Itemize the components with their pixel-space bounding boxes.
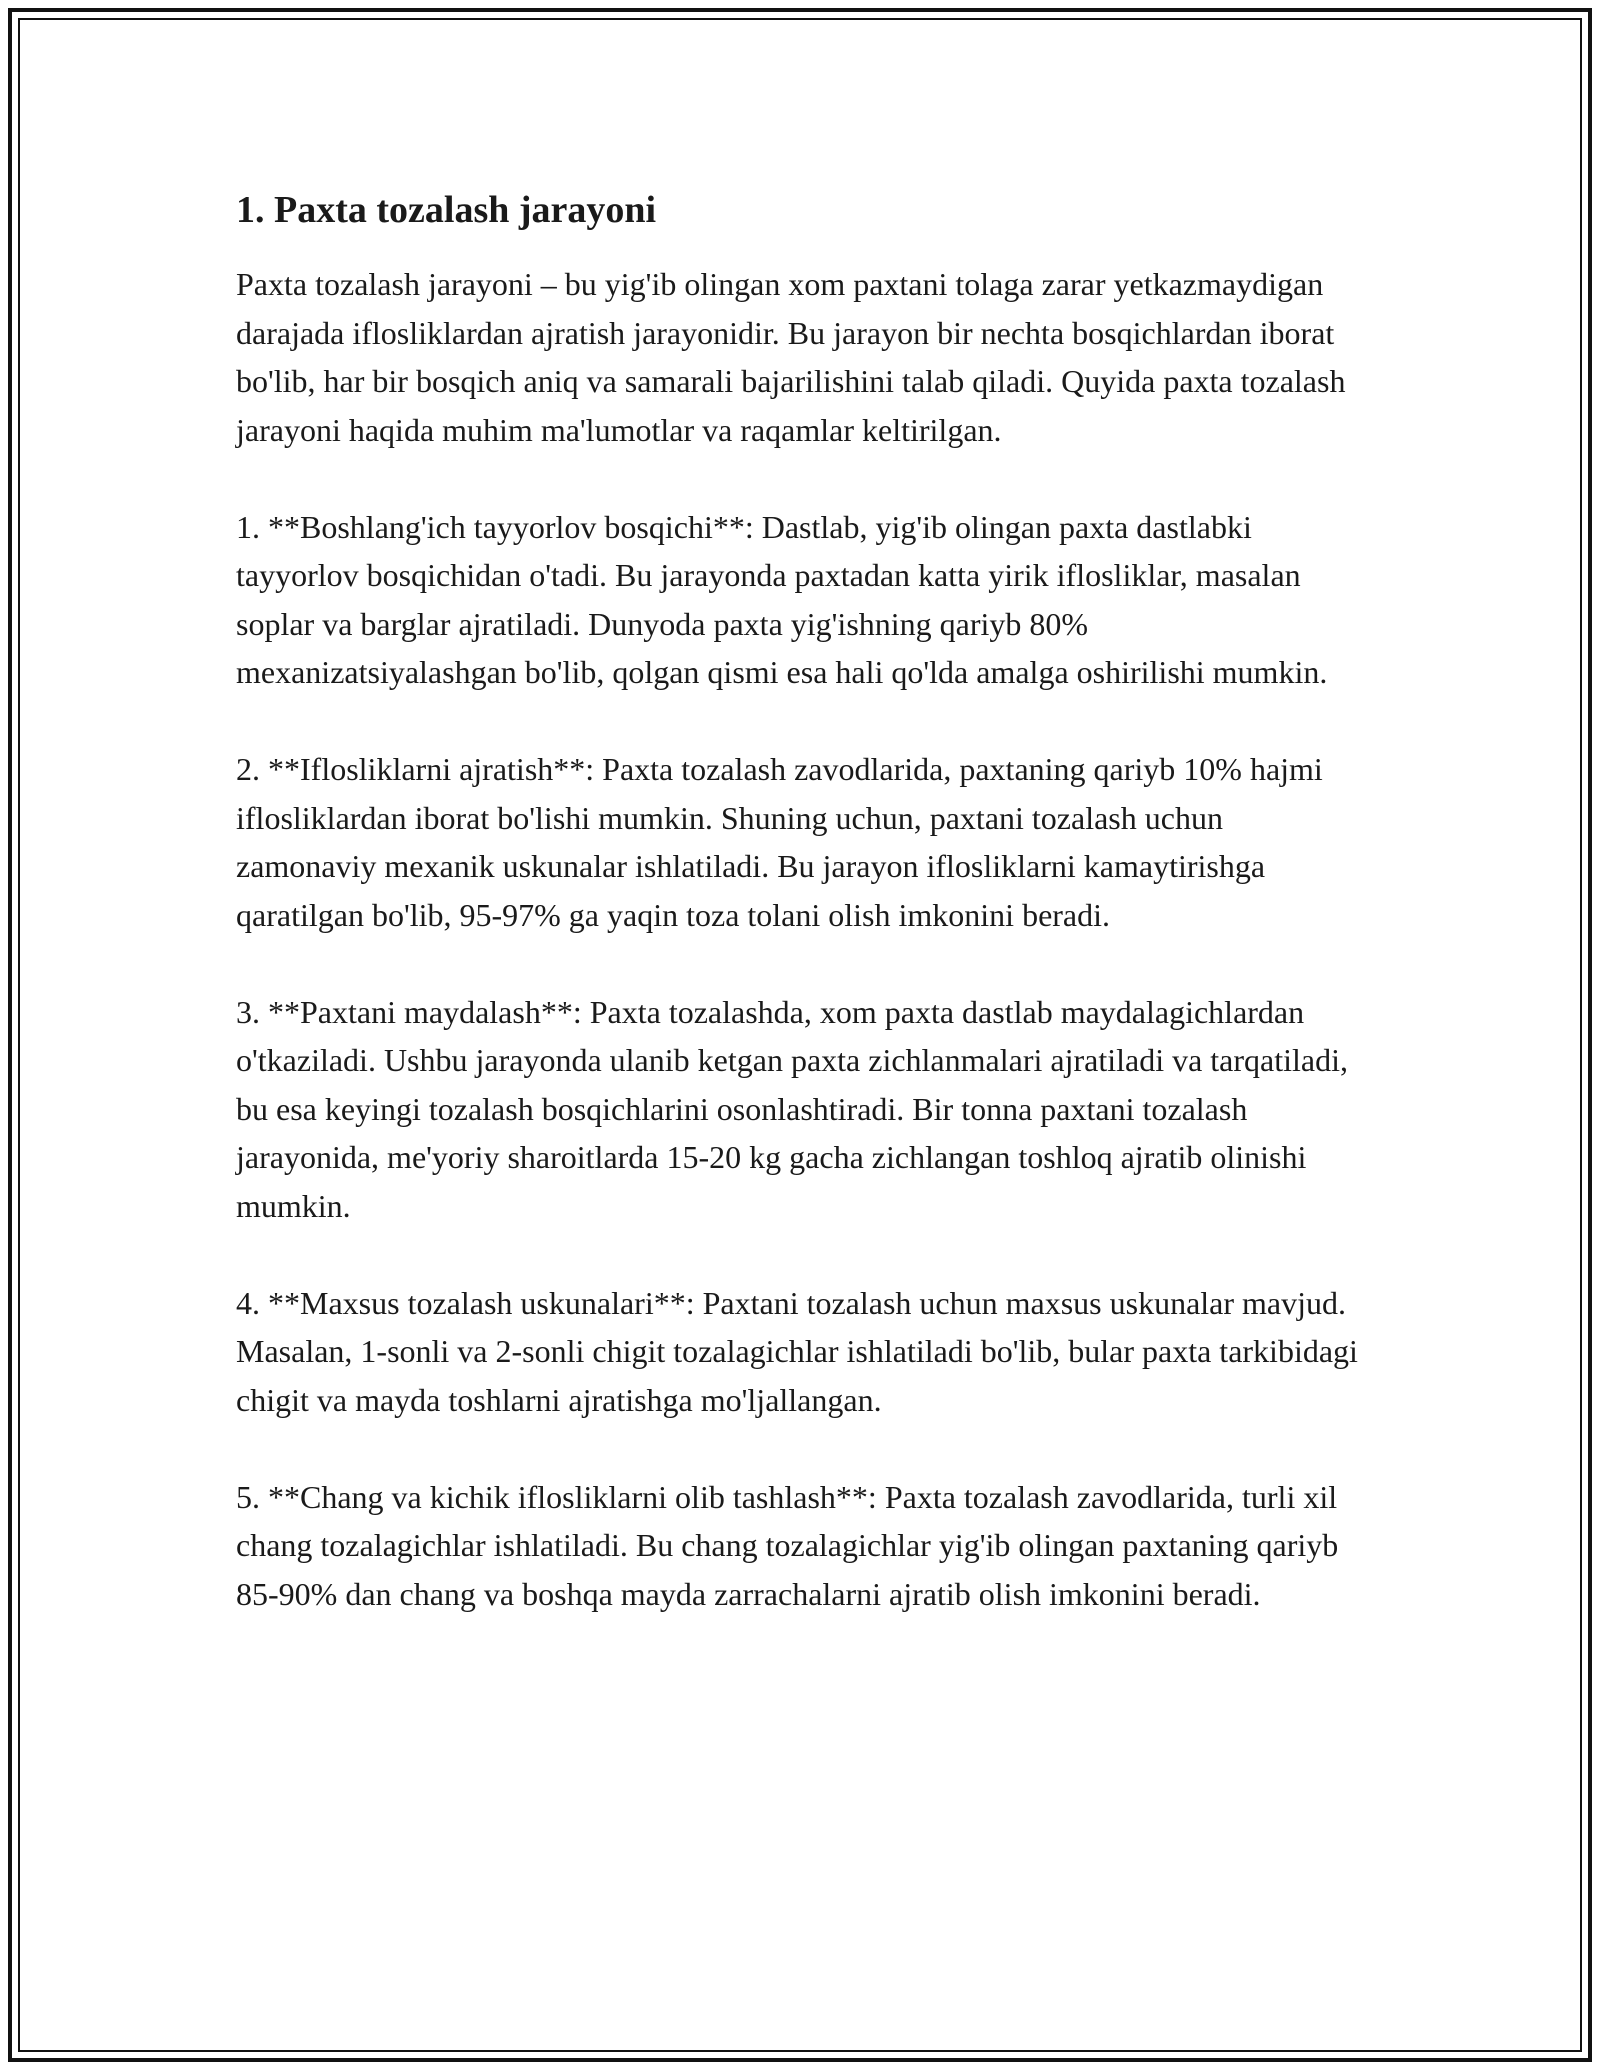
step-3-paragraph: 3. **Paxtani maydalash**: Paxta tozalashda, xom paxta dastlab maydalagichlardan o'tkaziladi. Ushbu jarayonda ulanib ketgan paxta zichlanmalari ajratiladi va tarqatiladi, bu esa keyingi tozalash bosqichlarini osonlashtiradi. Bir tonna paxtani tozalash jarayonida, me'yoriy sharoitlarda 15-20 kg gacha zichlangan toshloq ajratib olinishi mumkin.	[236, 993, 1348, 1224]
document-title: 1. Paxta tozalash jarayoni	[236, 189, 657, 231]
document-body	[236, 186, 1366, 1667]
intro-paragraph: Paxta tozalash jarayoni – bu yig'ib olingan xom paxtani tolaga zarar yetkazmaydigan darajada iflosliklardan ajratish jarayonidir. Bu jarayon bir nechta bosqichlardan iborat bo'lib, har bir bosqich aniq va samarali bajarilishini talab qiladi. Quyida paxta tozalash jarayoni haqida muhim ma'lumotlar va raqamlar keltirilgan.	[236, 266, 1346, 448]
step-4-paragraph: 4. **Maxsus tozalash uskunalari**: Paxtani tozalash uchun maxsus uskunalar mavjud. Masalan, 1-sonli va 2-sonli chigit tozalagichlar ishlatiladi bo'lib, bular paxta tarkibidagi chigit va mayda toshlarni ajratishga mo'ljallangan.	[236, 1284, 1358, 1418]
step-1-paragraph: 1. **Boshlang'ich tayyorlov bosqichi**: Dastlab, yig'ib olingan paxta dastlabki tayyorlov bosqichidan o'tadi. Bu jarayonda paxtadan katta yirik iflosliklar, masalan soplar va barglar ajratiladi. Dunyoda paxta yig'ishning qariyb 80% mexanizatsiyalashgan bo'lib, qolgan qismi esa hali qo'lda amalga oshirilishi mumkin.	[236, 508, 1328, 690]
step-5-paragraph: 5. **Chang va kichik iflosliklarni olib tashlash**: Paxta tozalash zavodlarida, turli xil chang tozalagichlar ishlatiladi. Bu chang tozalagichlar yig'ib olingan paxtaning qariyb 85-90% dan chang va boshqa mayda zarrachalarni ajratib olish imkonini beradi.	[236, 1478, 1339, 1612]
step-2-paragraph: 2. **Iflosliklarni ajratish**: Paxta tozalash zavodlarida, paxtaning qariyb 10% hajmi iflosliklardan iborat bo'lishi mumkin. Shuning uchun, paxtani tozalash uchun zamonaviy mexanik uskunalar ishlatiladi. Bu jarayon iflosliklarni kamaytirishga qaratilgan bo'lib, 95-97% ga yaqin toza tolani olish imkonini beradi.	[236, 751, 1323, 933]
